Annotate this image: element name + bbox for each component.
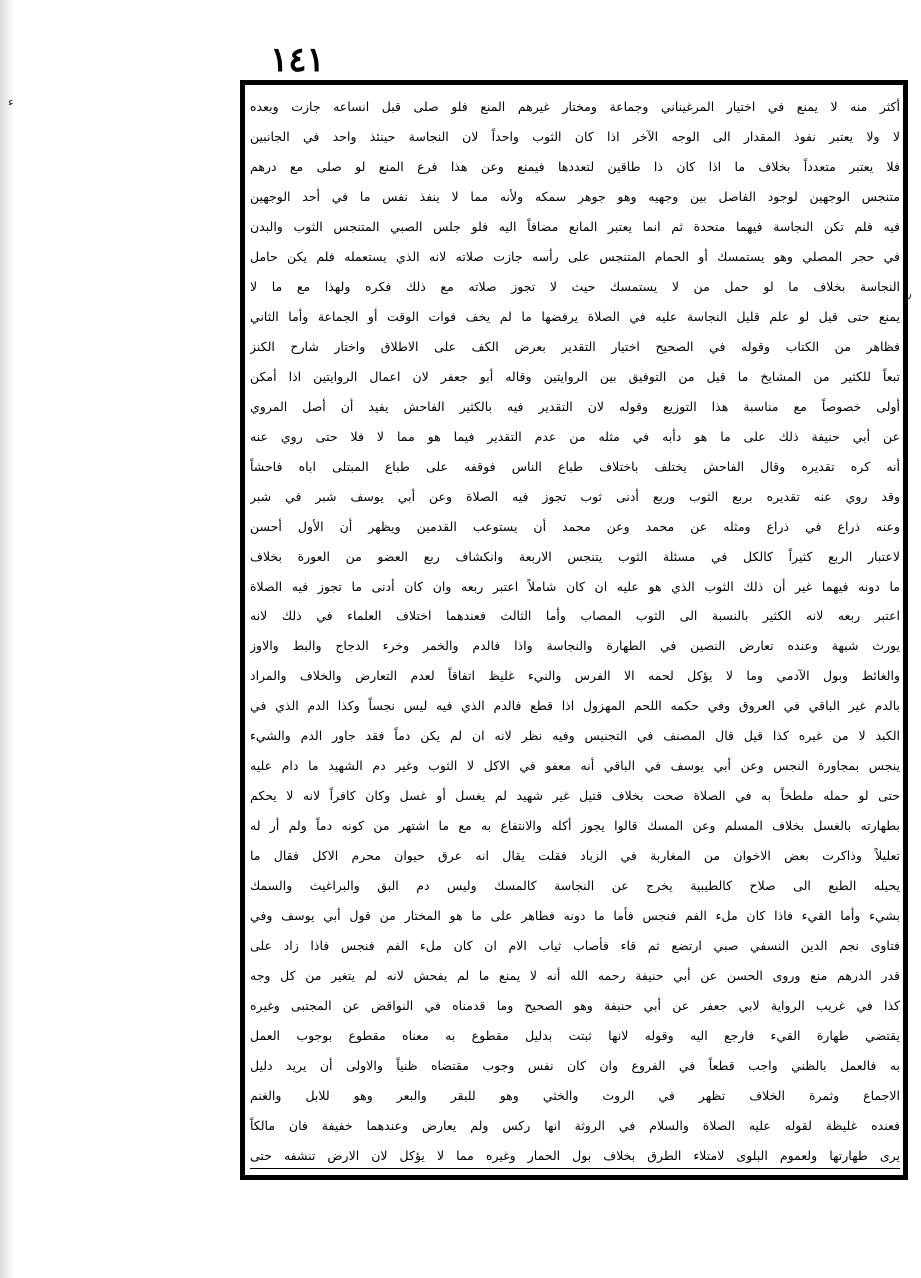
- text-line: يقتضي طهارة القيء فارجع اليه وقوله لانها ثبتت بدليل مقطوع به معناه مقطوع بوجوب العمل: [250, 1028, 900, 1044]
- text-line: كذا في غريب الرواية لابي جعفر عن أبي حنيفة وهو الصحيح وما قدمناه في النواقض عن المجتبى وغيره: [250, 998, 900, 1014]
- text-line: ما دونه فيهما غير أن ذلك الثوب الذي هو عليه ان كان شاملاً اعتبر ربعه وان كان أدنى ما تجوز فيه الصلاة: [250, 578, 900, 594]
- text-line: يحيله الطبع الى صلاح كالطيبية يخرج عن النجاسة كالمسك وليس دم البق والبراغيث والسمك: [250, 878, 900, 894]
- text-line: فظاهر من الكتاب وقوله في الصحيح اختيار التقدير بعرض الكف على الاطلاق واختار شارح الكنز: [250, 338, 900, 354]
- text-line: فعنده غليظة لقوله عليه الصلاة والسلام في الروثة انها ركس ولم يعارض وعندهما خفيفة فان مالكاً: [250, 1117, 900, 1133]
- text-line: بالدم غير الباقي في العروق وفي حكمه اللحم المهزول اذا قطع فالدم الذي فيه ليس نجساً وكذا الدم الذي في: [250, 698, 900, 714]
- scan-edge-shadow: [0, 0, 14, 1278]
- margin-mark-right: ﺭ: [906, 286, 912, 300]
- text-line: لاعتبار الربع كثيراً كالكل في مسئلة الثوب يتنجس الاربعة وانكشاف ربع العضو من العورة بخلاف: [250, 548, 900, 564]
- text-line: في حجر المصلي وهو يستمسك أو الحمام المتنجس على رأسه جازت صلاته لانه الذي يستعمله فلم يكن حامل: [250, 248, 900, 264]
- text-line: لا ولا يعتبر نفوذ المقدار الى الوجه الآخر اذا كان الثوب واحداً لان النجاسة حينئذ واحد في الجانبين: [250, 128, 900, 144]
- text-line: قدر الدرهم منع وروى الحسن عن أبي حنيفة رحمه الله أنه لا يمنع ما لم يفحش لانه لم يتغير من كل وجه: [250, 968, 900, 984]
- manuscript-text-block: [250, 92, 900, 1170]
- text-line: أنه كره تقديره وقال الفاحش يختلف باختلاف طباع الناس فوقفه على طباع المبتلى اباه فاحشاً: [250, 458, 900, 474]
- text-line: الاجماع وثمرة الخلاف تظهر في الروث والخثي وهو للبقر والبعر وهو للابل والغنم: [250, 1087, 900, 1103]
- text-line: وعنه ذراع في ذراع ومثله عن محمد وعن محمد أن يستوعب القدمين ويظهر أن الأول أحسن: [250, 518, 900, 534]
- text-line: أكثر منه لا يمنع في اختيار المرغيناني وجماعة ومختار غيرهم المنع فلو صلى قبل انساعه جازت وبعده: [250, 99, 900, 114]
- text-line: حتى لو حمله ملطخاً به في الصلاة صحت بخلاف قتيل غير شهيد لم يغسل أو غسل وكان كافراً لانه لا يحكم: [250, 788, 900, 804]
- margin-mark-left: ﺀ: [8, 95, 14, 109]
- text-line: يمنع حتى قيل لو علم قليل النجاسة عليه في الصلاة يرفضها ما لم يخف فوات الوقت أو الجماعة وأما الثاني: [250, 308, 900, 324]
- text-line: الكبد لا من غيره كذا قيل قال المصنف في التجنيس وفيه نظر لانه ان لم يكن دماً فقد جاور الدم والشيء: [250, 728, 900, 744]
- text-line: أولى خصوصاً مع مناسبة هذا التوزيع وقوله لان التقدير فيه بالكثير الفاحش يفيد أن أصل المروي: [250, 398, 900, 414]
- text-line: وقد روي عنه تقديره بربع الثوب وربع أدنى ثوب تجوز فيه الصلاة وعن أبي يوسف شبر في شبر: [250, 488, 900, 504]
- text-line: فيه فلم تكن النجاسة فيهما متحدة ثم انما يعتبر المانع مضافاً اليه فلو جلس الصبي المتنجس الثوب والبدن: [250, 218, 900, 234]
- text-line: فلا يعتبر متعدداً بخلاف ما اذا كان ذا طاقين لتعددها فيمنع وعن هذا فرع المنع لو صلى مع درهم: [250, 158, 900, 174]
- text-line: يورث شبهة وعنده تعارض النصين في الطهارة والنجاسة واذا فالدم والخمر وخرء الدجاج والبط والاوز: [250, 638, 900, 654]
- text-line: تعليلاً وذاكرت بعض الاخوان من المغاربة في الزباد فقلت يقال انه عرق حيوان محرم الاكل فقال ما: [250, 848, 900, 864]
- text-line: به فالعمل بالظني واجب قطعاً في الفروع وان كان نفس وجوب مقتضاه ظنياً والاولى أن يريد دليل: [250, 1058, 900, 1073]
- text-line: يرى طهارتها ولعموم البلوى لامتلاء الطرق بخلاف بول الحمار وغيره مما لا يؤكل لان الارض تنشفه حتى: [250, 1147, 900, 1163]
- text-line: اعتبر ربعه لانه الكثير بالنسبة الى الثوب المصاب وأما الثالث فعندهما اختلاف العلماء في ذلك لانه: [250, 608, 900, 624]
- text-line: تبعاً للكثير من المشايخ ما قيل من التوفيق بين الروايتين وقاله أبو جعفر لان اعمال الروايتين اذا أمكن: [250, 368, 900, 384]
- page-number: ١٤١: [270, 40, 325, 80]
- text-line: بطهارته بالغسل بخلاف المسلم وعن المسك قالوا يجوز أكله والانتفاع به مع ما اشتهر من كونه دماً ولم أر له: [250, 818, 900, 834]
- text-line: فتاوى نجم الدين النسفي صبي ارتضع ثم قاء فأصاب ثياب الام ان كان ملء الفم فنجس فاذا زاد على: [250, 938, 900, 954]
- text-line: النجاسة بخلاف ما لو حمل من لا يستمسك حيث لا تجوز صلاته مع ذلك فكره ولهذا مع ما لا: [250, 278, 900, 294]
- text-line: ينجس بمجاورة النجس وعن أبي يوسف في الباقي أنه معفو في الاكل لا الثوب وغير دم الشهيد ما دام عليه: [250, 758, 900, 774]
- text-line: بشيء وأما القيء فاذا كان ملء الفم فنجس فأما ما دونه فطاهر على ما هو المختار من قول أبي يوسف وفي: [250, 908, 900, 924]
- bottom-rule: [250, 1168, 900, 1169]
- text-line: متنجس الوجهين لوجود الفاصل بين وجهيه وهو جوهر سمكه ولأنه مما لا ينفذ نفس ما في أحد الوجهين: [250, 188, 900, 204]
- text-line: عن أبي حنيفة ذلك على ما هو دأبه في مثله من عدم التقدير فيما هو مما لا فلا حتى روي عنه: [250, 428, 900, 444]
- text-line: والغائط وبول الآدمي وما لا يؤكل لحمه الا الفرس والنيء غليظ اتفاقاً لعدم التعارض والخلاف والمراد: [250, 668, 900, 684]
